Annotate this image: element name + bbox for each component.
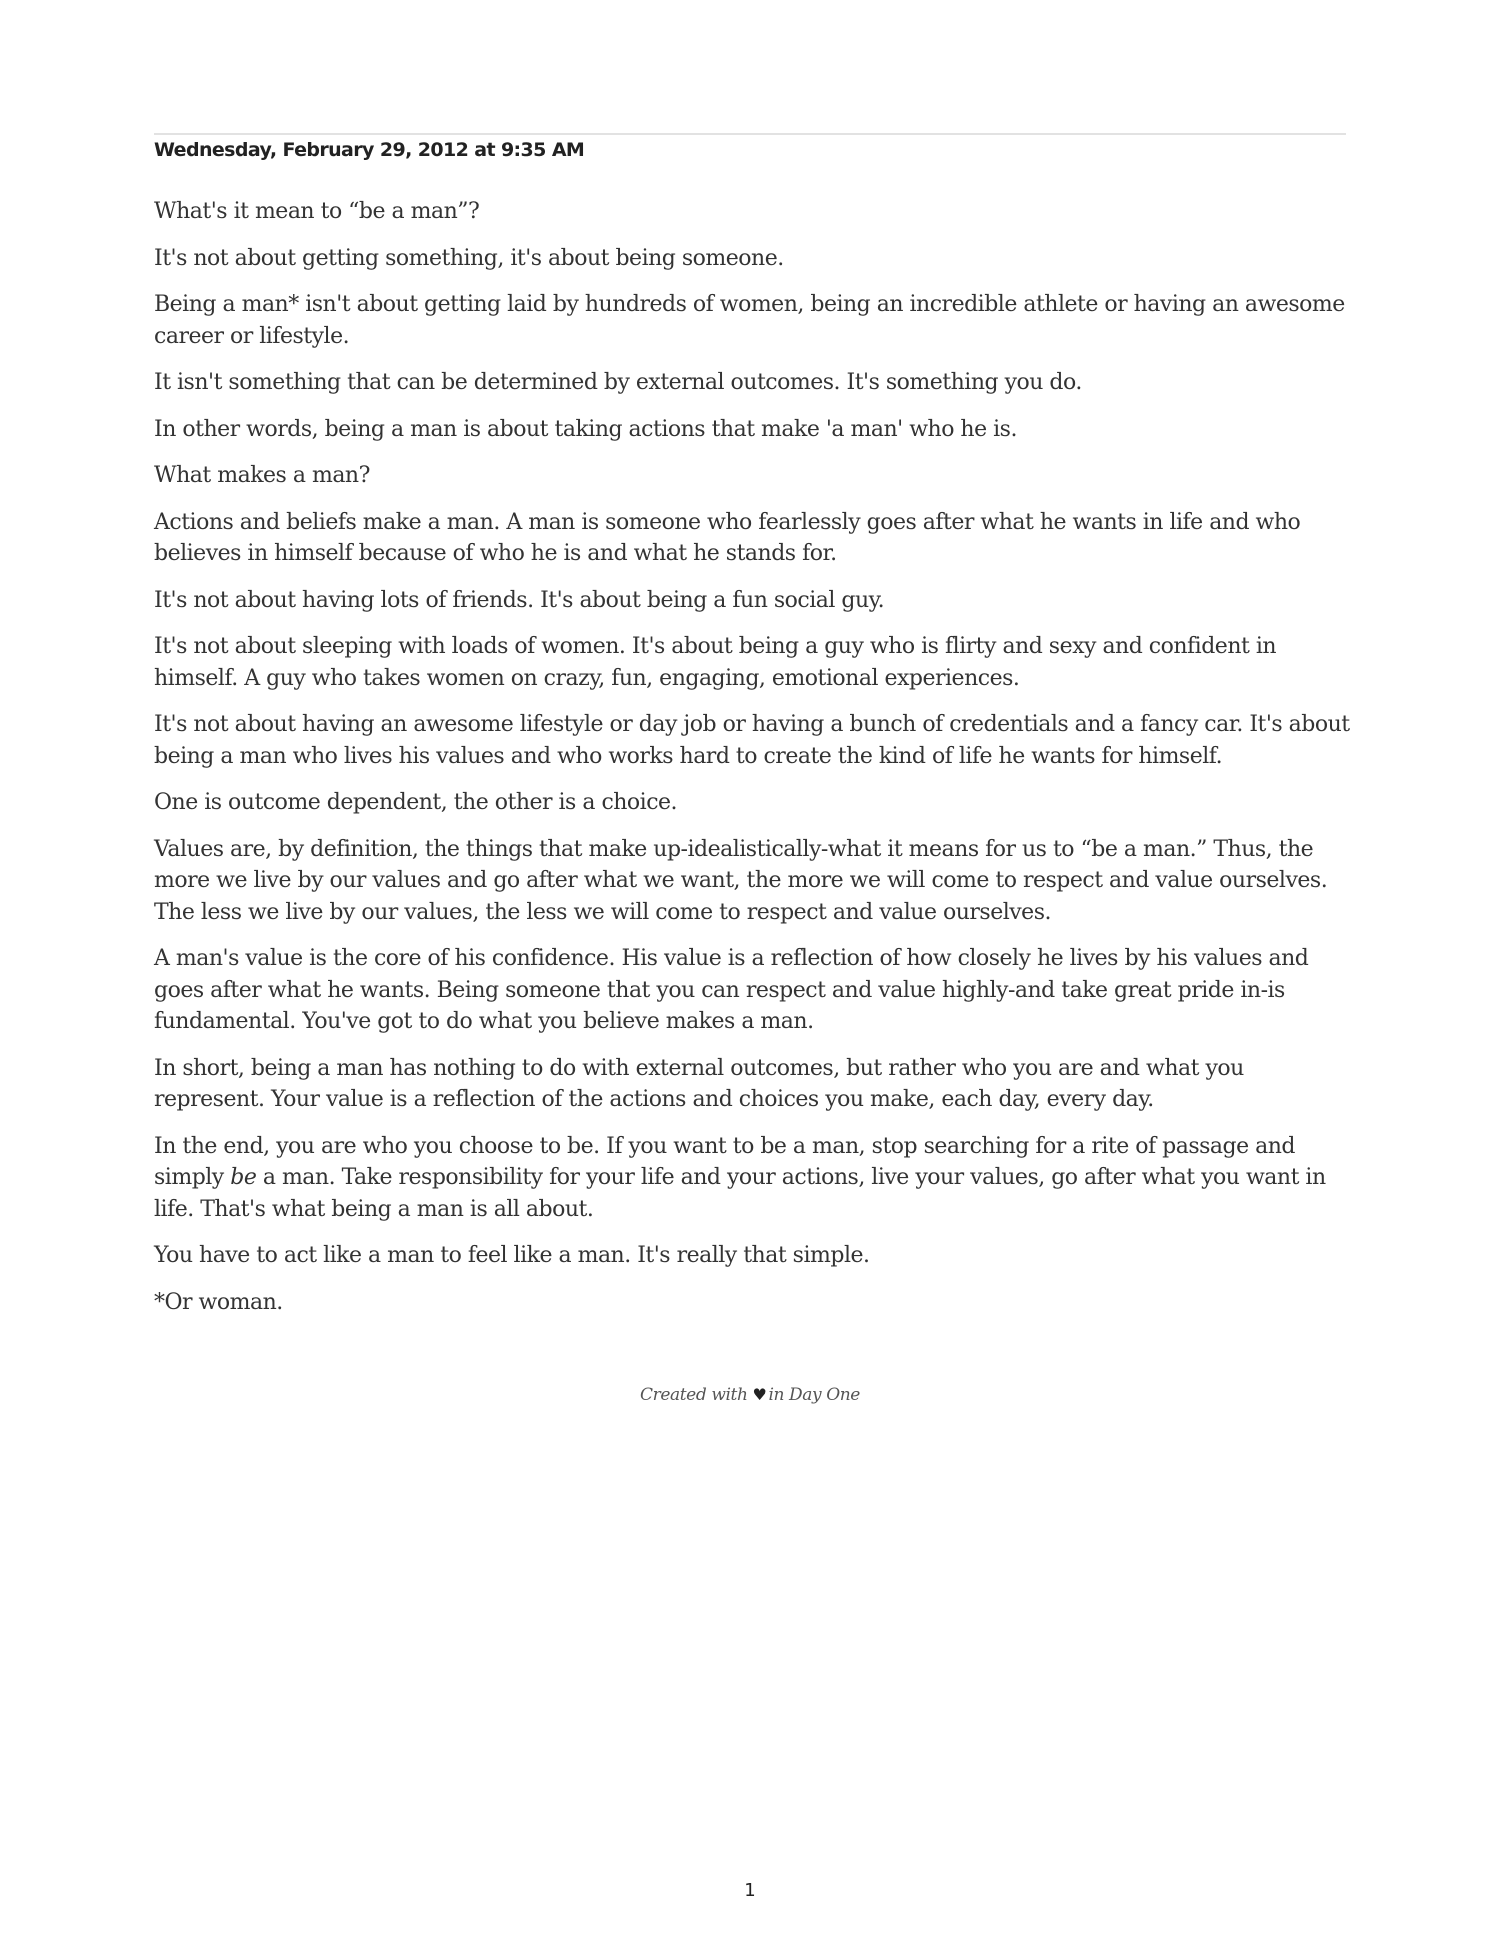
paragraph-with-emphasis [154, 1131, 1354, 1226]
paragraph: It's not about getting something, it's about being someone. [154, 245, 784, 271]
paragraph: What makes a man? [154, 463, 370, 488]
paragraph: It's not about sleeping with loads of women. It's about being a guy who is flirty and sexy and confident in himself. A guy who takes women on crazy, fun, engaging, emotional experiences. [154, 634, 1277, 691]
credit-prefix: Created with [640, 1385, 748, 1405]
paragraph: You have to act like a man to feel like a man. It's really that simple. [154, 1243, 870, 1268]
credit-suffix: in Day One [768, 1385, 860, 1405]
paragraph-text: a man. Take responsibility for your life and your actions, live your values, go after what you want in life. That's what being a man is all about. [154, 1165, 1326, 1222]
paragraph: Values are, by definition, the things that make up-idealistically-what it means for us to “be a man.” Thus, the more we live by our values and go after what we want, the more we will come to respect and value ourselves. The less we live by our values, the less we will come to respect and value ourselves. [154, 836, 1328, 925]
footnote: *Or woman. [154, 1289, 283, 1315]
emphasized-word: be [230, 1165, 257, 1190]
paragraph: One is outcome dependent, the other is a choice. [154, 790, 678, 815]
header-divider [154, 133, 1346, 135]
paragraph: Actions and beliefs make a man. A man is someone who fearlessly goes after what he wants in life and who believes in himself because of who he is and what he stands for. [154, 509, 1301, 566]
heart-icon: ♥ [752, 1385, 767, 1404]
paragraph: It isn't something that can be determined by external outcomes. It's something you do. [154, 370, 1082, 395]
paragraph: In other words, being a man is about taking actions that make 'a man' who he is. [154, 416, 1017, 442]
paragraph: It's not about having an awesome lifestyle or day job or having a bunch of credentials and a fancy car. It's about being a man who lives his values and who works hard to create the kind of life he wants for himself. [154, 712, 1350, 769]
footer-credit [0, 1385, 1500, 1405]
page-number: 1 [744, 1880, 756, 1901]
entry-date: Wednesday, February 29, 2012 at 9:35 AM [154, 139, 585, 161]
paragraph: A man's value is the core of his confidence. His value is a reflection of how closely he lives by his values and goes after what he wants. Being someone that you can respect and value highly-and take great pride in-is fundamental. You've got to do what you believe makes a man. [154, 946, 1309, 1034]
paragraph: What's it mean to “be a man”? [154, 199, 480, 224]
paragraph: Being a man* isn't about getting laid by hundreds of women, being an incredible athlete or having an awesome career or lifestyle. [154, 292, 1345, 349]
paragraph: It's not about having lots of friends. It's about being a fun social guy. [154, 587, 885, 613]
paragraph-text: In the end, you are who you choose to be. If you want to be a man, stop searching for a rite of passage and simply [154, 1133, 1295, 1190]
paragraph: In short, being a man has nothing to do with external outcomes, but rather who you are and what you represent. Your value is a reflection of the actions and choices you make, each day, every day. [154, 1055, 1244, 1112]
entry-body [154, 196, 1354, 1333]
